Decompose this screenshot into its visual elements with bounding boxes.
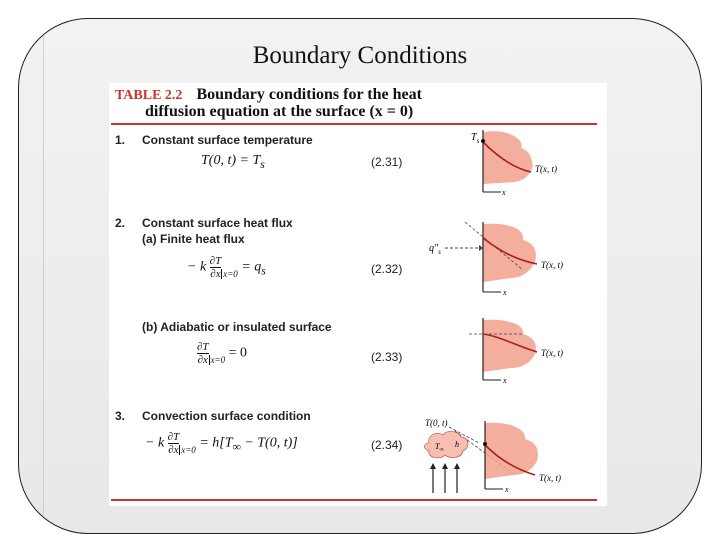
row3-numerator: ∂T <box>167 431 180 443</box>
row3-eq-number: (2.34) <box>371 438 403 452</box>
row3-curve-label: T(x, t) <box>539 473 561 483</box>
row2-eq-number: (2.32) <box>371 262 403 276</box>
row2-eval: x=0 <box>223 268 238 279</box>
row3-fluid-label: $T_\infty$ <box>435 442 444 453</box>
row3-flow-arrowhead-2 <box>442 463 448 469</box>
row3-temperature-region <box>485 423 538 479</box>
row2-denominator: ∂x <box>210 268 221 280</box>
row2-label: Constant surface heat flux <box>142 216 293 230</box>
row1-curve-label: T(x, t) <box>535 164 557 174</box>
row2b-denominator: ∂x <box>197 354 208 366</box>
row1-figure <box>469 128 579 198</box>
row2-equation <box>187 255 266 280</box>
row3-figure <box>415 409 590 495</box>
row2b-eval: x=0 <box>210 354 226 365</box>
row1-equation-sub: s <box>260 157 265 171</box>
row3-eval: x=0 <box>181 444 196 455</box>
row2-axis-label: x <box>503 288 507 297</box>
row2b-axis-label: x <box>503 376 507 385</box>
row2-flux-arrowhead <box>479 245 483 251</box>
row2-rhs: = q <box>241 259 262 275</box>
row1-label: Constant surface temperature <box>142 133 313 147</box>
row2b-figure <box>469 316 589 388</box>
row1-axis-label: x <box>502 188 506 197</box>
row3-rhs-sub: ∞ <box>232 440 241 454</box>
row2-rhs-sub: s <box>261 264 266 278</box>
row3-flow-arrowhead-1 <box>430 463 436 469</box>
row3-h-label: h <box>455 440 459 449</box>
row2b-sublabel: (b) Adiabatic or insulated surface <box>142 320 332 334</box>
row3-flow-arrowhead-3 <box>454 463 460 469</box>
boundary-conditions-table <box>109 83 607 506</box>
row3-denominator: ∂x <box>168 444 179 456</box>
row3-axis-label: x <box>505 485 509 494</box>
row2b-equation <box>197 341 247 366</box>
row3-rhs: = h[T <box>199 435 233 451</box>
row2b-rhs: = 0 <box>228 345 248 361</box>
row3-prefix: − k <box>145 435 165 451</box>
row3-surface-label: T(0, t) <box>425 418 448 428</box>
row2-figure <box>427 218 587 298</box>
row2-temperature-region <box>483 224 536 282</box>
table-caption-line2: diffusion equation at the surface (x = 0) <box>145 103 414 120</box>
row1-eq-number: (2.31) <box>371 155 403 169</box>
row2b-eq-number: (2.33) <box>371 350 403 364</box>
row1-temperature-region <box>483 131 533 184</box>
table-caption-line1: Boundary conditions for the heat <box>196 86 422 103</box>
row1-equation-text: T(0, t) = T <box>201 153 261 168</box>
row2-sublabel: (a) Finite heat flux <box>142 232 245 246</box>
table-top-rule <box>111 123 597 125</box>
slide-title: Boundary Conditions <box>252 42 468 69</box>
row3-surface-point <box>483 442 487 446</box>
row3-rhs-tail: − T(0, t)] <box>240 435 298 451</box>
row1-surface-point <box>481 139 485 143</box>
row1-number: 1. <box>115 133 126 147</box>
table-bottom-rule <box>111 499 597 501</box>
table-label: TABLE 2.2 <box>115 88 183 103</box>
row2-curve-label: T(x, t) <box>541 260 563 270</box>
row3-number: 3. <box>115 409 126 423</box>
row2b-numerator: ∂T <box>197 341 209 353</box>
row2-flux-label: $q''_s$ <box>429 243 441 256</box>
row2-prefix: − k <box>187 259 207 275</box>
row2b-curve-label: T(x, t) <box>541 348 563 358</box>
row2-number: 2. <box>115 216 126 230</box>
row2b-temperature-region <box>483 320 536 372</box>
row1-equation <box>201 153 265 171</box>
row3-equation <box>145 431 298 456</box>
row1-surface-label: $T_s$ <box>471 132 480 145</box>
row3-label: Convection surface condition <box>142 409 311 423</box>
row2-numerator: ∂T <box>209 255 222 267</box>
